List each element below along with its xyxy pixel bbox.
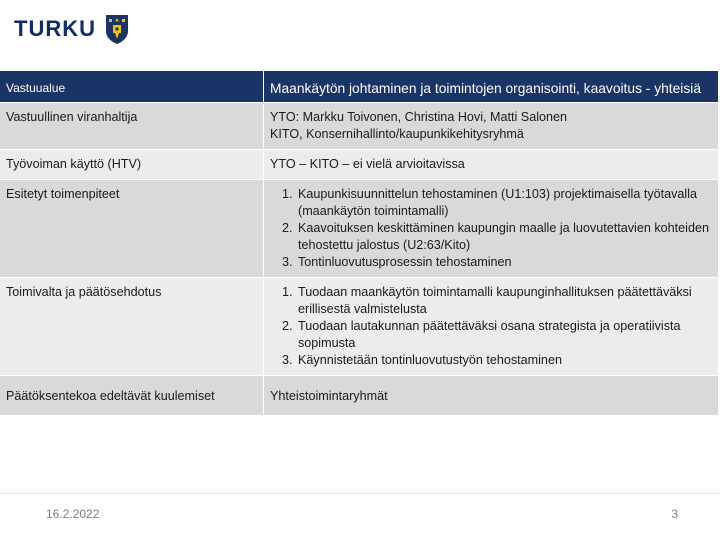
list-item: 1. Kaupunkisuunnittelun tehostaminen (U1:103) projektimaisella työtavalla (maankäytön toimintamalli) [296,186,710,220]
city-crest-icon [104,13,130,45]
responsible-line-2: KITO, Konsernihallinto/kaupunkikehitysryhmä [270,127,524,141]
footer-divider [0,493,720,494]
header-label: Vastuualue [0,71,264,103]
turku-logo [14,12,130,46]
table-row [0,278,718,376]
page-number: 3 [671,507,678,521]
measures-value [264,180,719,278]
workforce-value: YTO – KITO – ei vielä arvioitavissa [264,150,719,180]
hearings-label: Päätöksentekoa edeltävät kuulemiset [0,376,264,416]
measures-label: Esitetyt toimenpiteet [0,180,264,278]
authority-label: Toimivalta ja päätösehdotus [0,278,264,376]
list-item: 1. Tuodaan maankäytön toimintamalli kaupunginhallituksen päätettäväksi erillisestä valmistelusta [296,284,710,318]
workforce-label: Työvoiman käyttö (HTV) [0,150,264,180]
authority-value [264,278,719,376]
responsible-value [264,103,719,150]
responsible-line-1: YTO: Markku Toivonen, Christina Hovi, Matti Salonen [270,110,568,124]
table-row [0,150,718,180]
list-item: 3. Käynnistetään tontinluovutustyön tehostaminen [296,352,710,369]
logo-wordmark: TURKU [14,16,96,41]
info-table [0,71,718,416]
table-row [0,180,718,278]
table-row [0,376,718,416]
list-item: 2. Kaavoituksen keskittäminen kaupungin maalle ja luovutettavien kohteiden tehostettu jalostus (U2:63/Kito) [296,220,710,254]
table-row [0,103,718,150]
list-item: 3. Tontinluovutusprosessin tehostaminen [296,254,710,271]
footer-date: 16.2.2022 [46,507,100,521]
table-header-row [0,71,718,103]
list-item: 2. Tuodaan lautakunnan päätettäväksi osana strategista ja operatiivista sopimusta [296,318,710,352]
hearings-value: Yhteistoimintaryhmät [264,376,719,416]
responsible-label: Vastuullinen viranhaltija [0,103,264,150]
measures-list [270,186,710,271]
header-value: Maankäytön johtaminen ja toimintojen organisointi, kaavoitus - yhteisiä [264,71,719,103]
authority-list [270,284,710,369]
